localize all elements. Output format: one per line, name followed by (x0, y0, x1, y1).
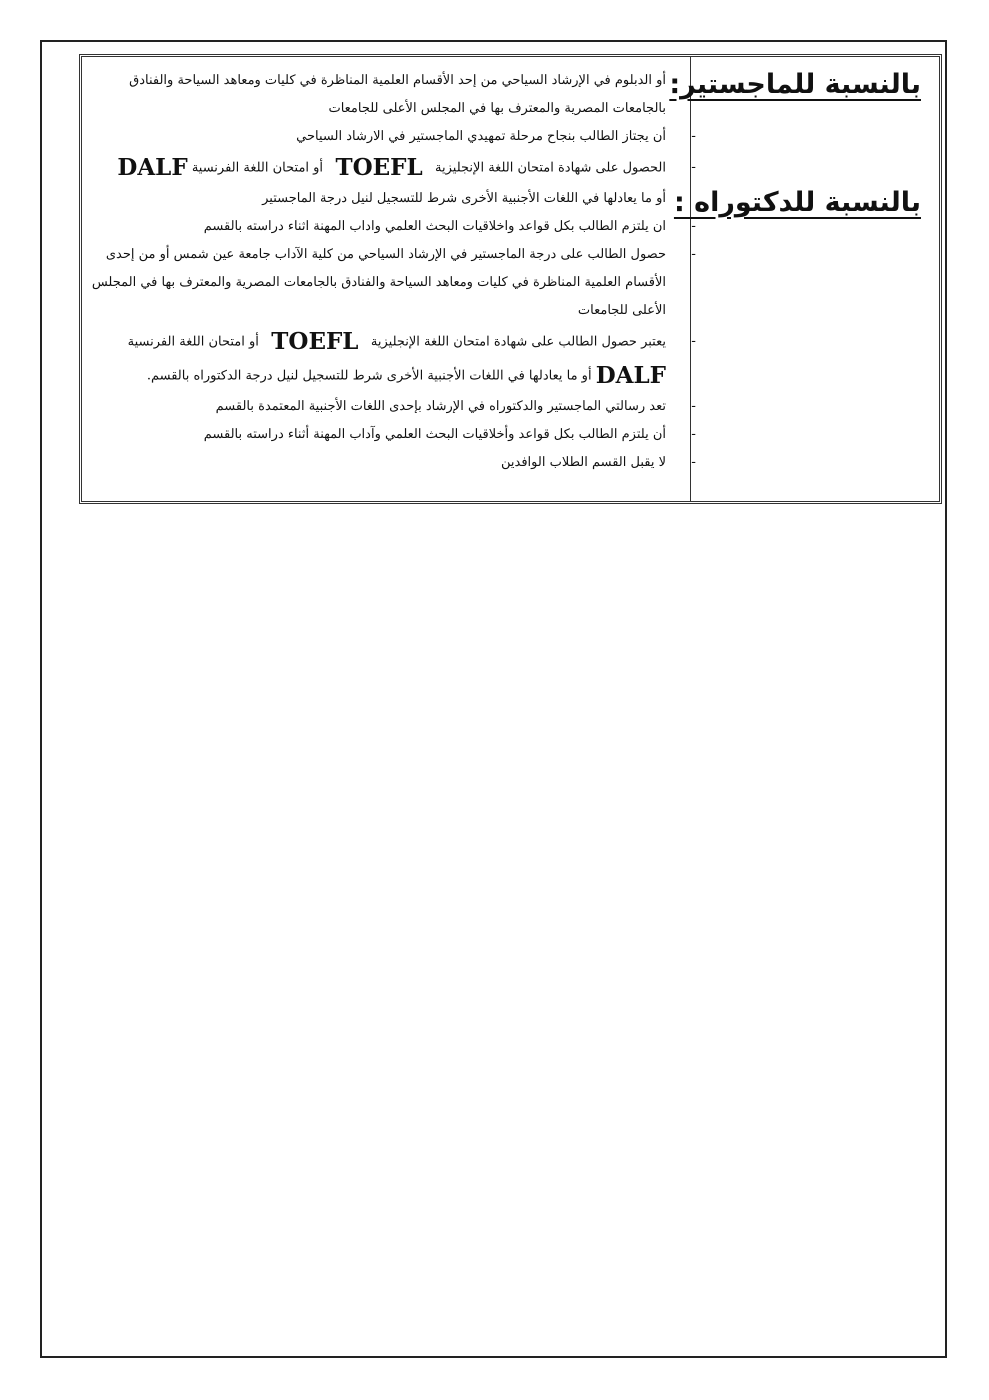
masters-requirement-1 (92, 123, 696, 151)
requirements-column (72, 57, 696, 501)
doctorate-requirement-1-line-2: الأقسام العلمية المناظرة في كليات ومعاهد السياحة والفنادق بالجامعات المصرية والمعترف بها في المجلس (91, 275, 666, 290)
bullet-dash: - (691, 455, 696, 470)
masters-requirement-3-text: ان يلتزم الطالب بكل قواعد واخلاقيات البحث العلمي واداب المهنة اثناء دراسته بالقسم (203, 219, 666, 234)
doctorate-requirement-5-text: لا يقبل القسم الطلاب الوافدين (501, 455, 666, 470)
bullet-dash: - (691, 247, 696, 262)
masters-continuation-line-2 (92, 95, 666, 123)
doctorate-requirement-3 (92, 393, 696, 421)
bullet-dash: - (691, 334, 696, 349)
doctorate-requirement-2 (92, 325, 696, 359)
masters-requirement-2-text-line-2: أو ما يعادلها في اللغات الأجنبية الأخرى شرط للتسجيل لنيل درجة الماجستير (262, 191, 666, 206)
doctorate-requirement-1-line-3 (92, 297, 666, 325)
doctorate-requirement-5 (92, 449, 696, 477)
bullet-dash: - (691, 160, 696, 175)
masters-heading: بالنسبة للماجستير: (669, 69, 921, 100)
doctorate-requirement-4-text: أن يلتزم الطالب بكل قواعد وأخلاقيات البحث العلمي وآداب المهنة أثناء دراسته بالقسم (203, 427, 666, 442)
masters-requirement-1-text: أن يجتاز الطالب بنجاح مرحلة تمهيدي الماجستير في الارشاد السياحي (296, 129, 666, 144)
doctorate-requirement-2-text-line-2: أو ما يعادلها في اللغات الأجنبية الأخرى شرط للتسجيل لنيل درجة الدكتوراه بالقسم. (146, 368, 592, 384)
bullet-dash: - (691, 399, 696, 414)
bullet-dash: - (691, 427, 696, 442)
masters-requirement-2 (92, 151, 696, 185)
masters-requirement-3 (92, 213, 696, 241)
doctorate-requirement-2-line-2 (92, 359, 666, 393)
masters-requirement-2-text-b: أو امتحان اللغة الفرنسية (191, 160, 324, 176)
doctorate-requirement-3-text: تعد رسالتي الماجستير والدكتوراه في الإرشاد بإحدى اللغات الأجنبية المعتمدة بالقسم (215, 399, 666, 414)
bullet-dash: - (691, 219, 696, 234)
toefl-label: TOEFL (335, 154, 423, 181)
doctorate-requirement-1 (92, 241, 696, 269)
masters-requirement-2-line-2 (92, 185, 666, 213)
toefl-label: TOEFL (271, 328, 359, 355)
requirements-table (79, 54, 942, 504)
doctorate-requirement-1-text-line-3: الأعلى للجامعات (577, 303, 666, 318)
doctorate-requirement-2-text-a: يعتبر حصول الطالب على شهادة امتحان اللغة الإنجليزية (370, 334, 666, 350)
doctorate-requirement-1-line-1: حصول الطالب على درجة الماجستير في الإرشاد السياحي من كلية الآداب جامعة عين شمس أو من إحدى (105, 247, 666, 262)
masters-continuation-line-1: أو الدبلوم في الإرشاد السياحي من إحد الأقسام العلمية المناظرة في كليات ومعاهد السياحة والفنادق (129, 73, 666, 88)
page-frame (40, 40, 947, 1358)
masters-requirement-2-text-a: الحصول على شهادة امتحان اللغة الإنجليزية (435, 160, 666, 176)
masters-continuation-text-2: بالجامعات المصرية والمعترف بها في المجلس الأعلى للجامعات (328, 101, 666, 116)
doctorate-requirement-4 (92, 421, 696, 449)
dalf-label: DALF (595, 362, 666, 389)
dalf-label: DALF (117, 154, 188, 181)
doctorate-heading: بالنسبة للدكتوراه : (673, 187, 921, 218)
headings-column (669, 57, 939, 501)
doctorate-requirement-2-text-b: أو امتحان اللغة الفرنسية (127, 334, 259, 350)
bullet-dash: - (691, 129, 696, 144)
